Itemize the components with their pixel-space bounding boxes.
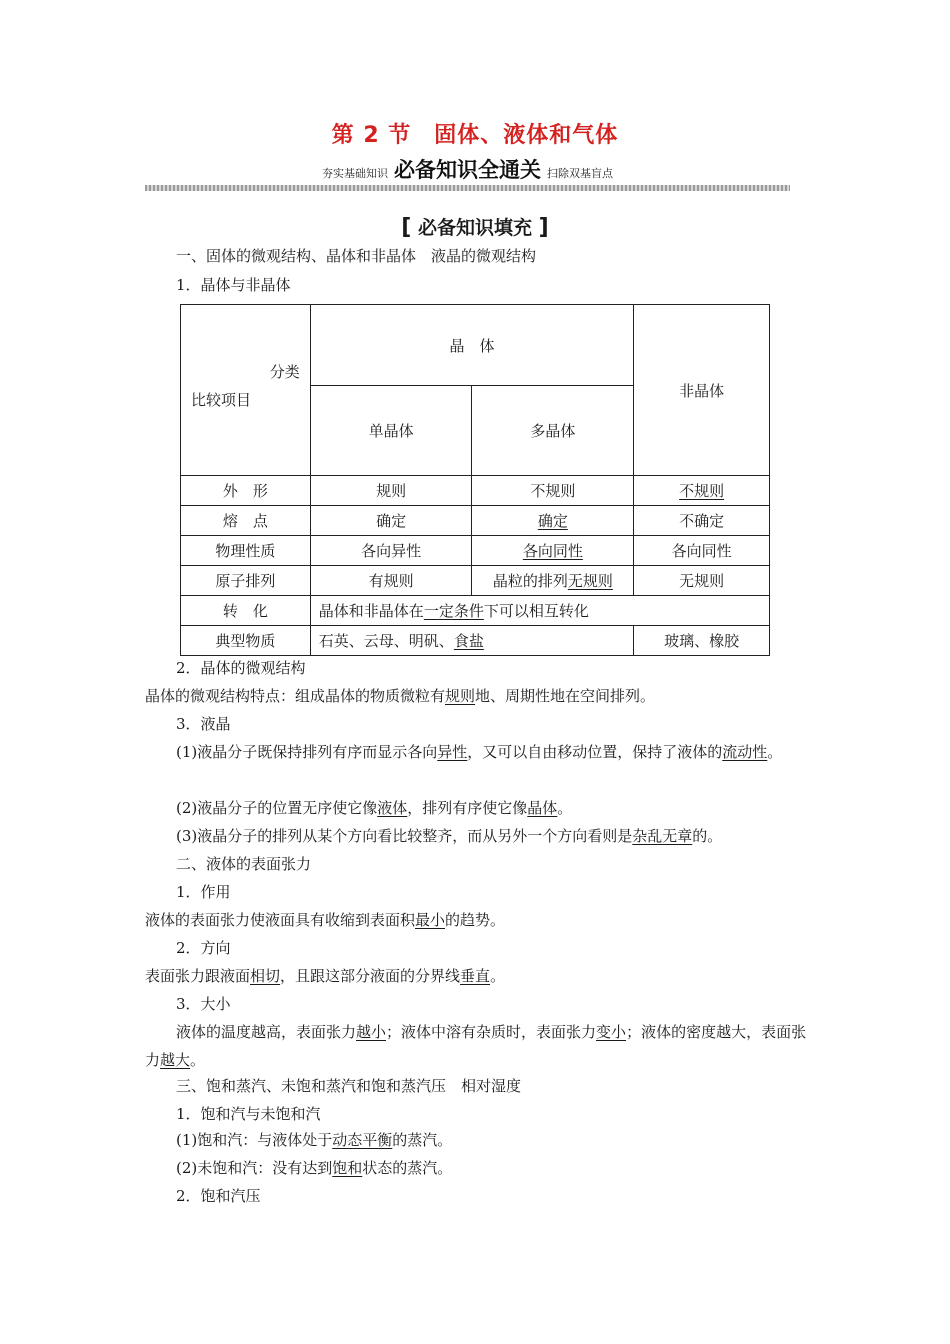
text: ；液体中溶有杂质时，表面张力 xyxy=(386,1023,597,1041)
subheading-1-2: 2．晶体的微观结构 xyxy=(176,659,306,677)
cell-poly: 不规则 xyxy=(472,476,634,506)
cell-single: 确定 xyxy=(310,506,472,536)
cell-text: 晶体和非晶体在 xyxy=(318,602,424,620)
table-row xyxy=(181,536,770,566)
paragraph xyxy=(145,738,807,766)
heading-3: 三、饱和蒸汽、未饱和蒸汽和饱和蒸汽压 相对湿度 xyxy=(176,1077,522,1095)
text: (2)液晶分子的位置无序使它像 xyxy=(176,799,378,817)
banner-left-text: 夯实基础知识 xyxy=(322,167,388,180)
row-label: 典型物质 xyxy=(181,626,311,656)
subheading-2-1: 1．作用 xyxy=(176,883,231,901)
table-row xyxy=(181,566,770,596)
text: ，又可以自由移动位置，保持了液体的 xyxy=(467,743,723,761)
text: (1)液晶分子既保持排列有序而显示各向 xyxy=(176,743,438,761)
page-title: 第 2 节 固体、液体和气体 xyxy=(331,123,619,148)
subheading-1-3: 3．液晶 xyxy=(176,715,231,733)
subheading-1-1: 1．晶体与非晶体 xyxy=(176,276,291,294)
table-row xyxy=(181,596,770,626)
answer-blank: 规则 xyxy=(445,687,476,705)
paragraph xyxy=(145,794,807,822)
text: ，排列有序使它像 xyxy=(407,799,528,817)
answer-blank: 垂直 xyxy=(460,967,491,985)
answer-blank: 越小 xyxy=(356,1023,387,1041)
cell-single: 规则 xyxy=(310,476,472,506)
answer-blank: 一定条件 xyxy=(423,602,484,620)
row-label: 物理性质 xyxy=(181,536,311,566)
banner-center-text: 必备知识全通关 xyxy=(394,158,541,182)
section-heading xyxy=(0,213,950,240)
paragraph xyxy=(145,1018,807,1074)
section-heading-label: 必备知识填充 xyxy=(417,217,532,239)
cell-poly xyxy=(472,536,634,566)
text: 的蒸汽。 xyxy=(392,1131,453,1149)
banner-divider xyxy=(145,185,790,191)
row-label: 外 形 xyxy=(181,476,311,506)
cell-single: 有规则 xyxy=(310,566,472,596)
text: (3)液晶分子的排列从某个方向看比较整齐，而从另外一个方向看则是 xyxy=(176,827,633,845)
row-label: 熔 点 xyxy=(181,506,311,536)
answer-blank: 各向同性 xyxy=(522,542,583,560)
corner-category-label: 分类 xyxy=(269,363,300,381)
cell-poly xyxy=(472,506,634,536)
text: (2)未饱和汽：没有达到 xyxy=(176,1159,333,1177)
text: ；液体的密度越大，表面张力 xyxy=(145,1023,807,1069)
paragraph xyxy=(145,906,807,934)
subheading-2-2: 2．方向 xyxy=(176,939,231,957)
cell-amorphous: 无规则 xyxy=(634,566,770,596)
answer-blank: 相切 xyxy=(250,967,281,985)
row-label: 转 化 xyxy=(181,596,311,626)
paragraph xyxy=(145,962,807,990)
answer-blank: 越大 xyxy=(160,1051,191,1069)
answer-blank: 最小 xyxy=(415,911,446,929)
comparison-table xyxy=(180,304,770,656)
table-row xyxy=(181,626,770,656)
header-single-crystal: 单晶体 xyxy=(310,386,472,476)
cell-text: 晶粒的排列 xyxy=(492,572,568,590)
cell-amorphous: 不确定 xyxy=(634,506,770,536)
text: 。 xyxy=(190,1051,206,1069)
paragraph xyxy=(145,1154,807,1182)
text: ，且跟这部分液面的分界线 xyxy=(280,967,461,985)
text: 表面张力跟液面 xyxy=(145,967,251,985)
text: 液体的温度越高，表面张力 xyxy=(176,1023,357,1041)
header-amorphous: 非晶体 xyxy=(634,305,770,476)
section-banner xyxy=(145,158,790,192)
text: 。 xyxy=(767,743,783,761)
text: 晶体的微观结构特点：组成晶体的物质微粒有 xyxy=(145,687,446,705)
subheading-3-2: 2．饱和汽压 xyxy=(176,1187,261,1205)
answer-blank: 食盐 xyxy=(453,632,484,650)
answer-blank: 动态平衡 xyxy=(332,1131,393,1149)
answer-blank: 确定 xyxy=(537,512,568,530)
cell-text: 石英、云母、明矾、 xyxy=(318,632,454,650)
text: 的趋势。 xyxy=(445,911,506,929)
text: 状态的蒸汽。 xyxy=(362,1159,453,1177)
text: 的。 xyxy=(692,827,723,845)
text: 液体的表面张力使液面具有收缩到表面积 xyxy=(145,911,416,929)
row-label: 原子排列 xyxy=(181,566,311,596)
bracket-open: [ xyxy=(401,215,412,240)
cell-transition xyxy=(310,596,769,626)
answer-blank: 异性 xyxy=(437,743,468,761)
answer-blank: 流动性 xyxy=(722,743,768,761)
paragraph xyxy=(145,822,807,850)
header-polycrystal: 多晶体 xyxy=(472,386,634,476)
heading-2: 二、液体的表面张力 xyxy=(176,855,312,873)
cell-text: 下可以相互转化 xyxy=(483,602,589,620)
header-crystal: 晶 体 xyxy=(310,305,633,386)
answer-blank: 不规则 xyxy=(679,482,725,500)
table-row xyxy=(181,476,770,506)
bracket-close: ] xyxy=(538,215,549,240)
cell-poly xyxy=(472,566,634,596)
text: 地、周期性地在空间排列。 xyxy=(475,687,656,705)
answer-blank: 无规则 xyxy=(567,572,613,590)
cell-single: 各向异性 xyxy=(310,536,472,566)
answer-blank: 变小 xyxy=(596,1023,627,1041)
cell-amorphous xyxy=(634,476,770,506)
paragraph xyxy=(145,1126,807,1154)
corner-item-label: 比较项目 xyxy=(191,391,252,409)
table-row xyxy=(181,506,770,536)
subheading-3-1: 1．饱和汽与未饱和汽 xyxy=(176,1105,321,1123)
banner-right-text: 扫除双基盲点 xyxy=(547,167,613,180)
paragraph xyxy=(145,682,807,710)
answer-blank: 液体 xyxy=(377,799,408,817)
heading-1: 一、固体的微观结构、晶体和非晶体 液晶的微观结构 xyxy=(176,247,537,265)
cell-typical-crystal xyxy=(310,626,633,656)
text: 。 xyxy=(557,799,573,817)
table-corner-cell xyxy=(181,305,311,476)
answer-blank: 晶体 xyxy=(527,799,558,817)
cell-typical-amorphous: 玻璃、橡胶 xyxy=(634,626,770,656)
subheading-2-3: 3．大小 xyxy=(176,995,231,1013)
text: (1)饱和汽：与液体处于 xyxy=(176,1131,333,1149)
answer-blank: 杂乱无章 xyxy=(632,827,693,845)
cell-amorphous: 各向同性 xyxy=(634,536,770,566)
text: 。 xyxy=(490,967,506,985)
answer-blank: 饱和 xyxy=(332,1159,363,1177)
